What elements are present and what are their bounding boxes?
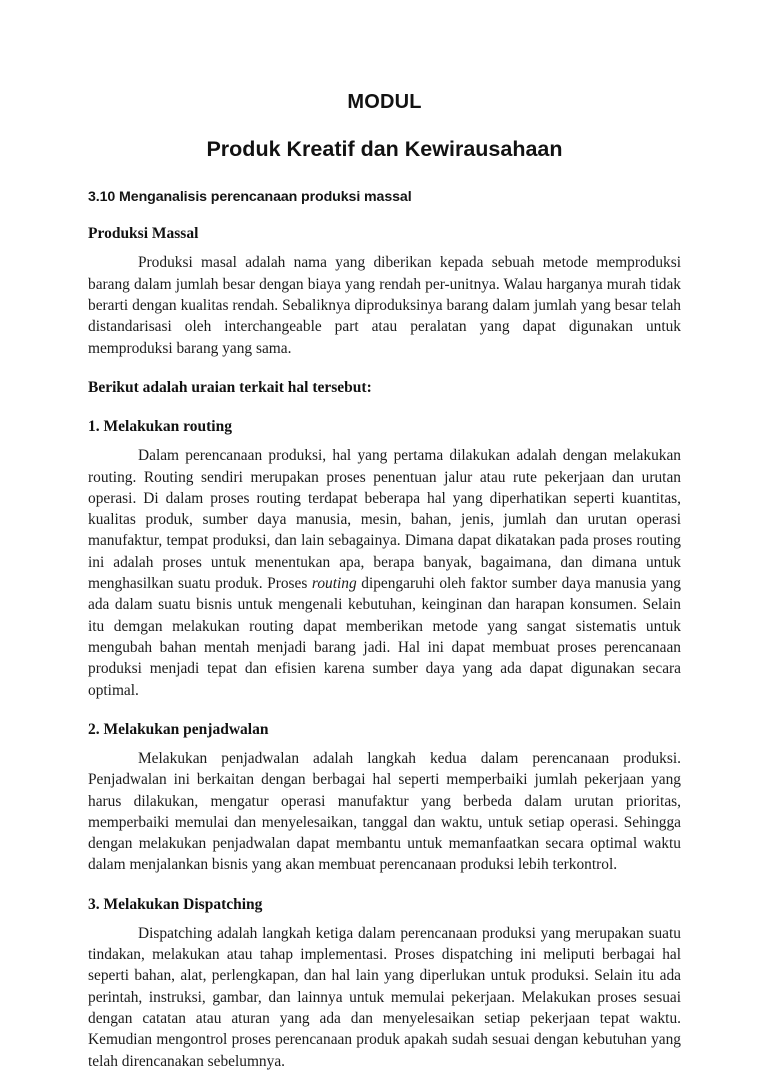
topic-heading-produksi-massal: Produksi Massal — [88, 225, 199, 243]
routing-text-part2: dipengaruhi oleh faktor sumber daya manusia yang ada dalam suatu bisnis untuk mengenali kebutuhan, keinginan dan harapan konsumen. Selain itu demgan melakukan routing dapat memberikan metode yang sangat sistematis untuk mengubah bahan mentah menjadi barang jadi. Hal ini dapat membuat proses perencanaan produksi menjadi tepat dan efisien karena sumber daya yang ada dapat digunakan secara optimal. — [88, 575, 682, 699]
step-heading-penjadwalan: 2. Melakukan penjadwalan — [88, 720, 269, 738]
routing-text-part1: Dalam perencanaan produksi, hal yang pertama dilakukan adalah dengan melakukan routing. Routing sendiri merupakan proses penentuan jalur atau rute pekerjaan dan urutan operasi. Di dalam proses routing terdapat beberapa hal yang diperhatikan seperti kuantitas, kualitas produk, sumber daya manusia, mesin, bahan, jenis, jumlah dan urutan operasi manufaktur, tempat produksi, dan lain sebagainya. Dimana dapat dikatakan pada proses routing ini adalah proses untuk menentukan apa, berapa banyak, bagaimana, dan dimana untuk menghasilkan suatu produk. Proses — [88, 447, 681, 593]
step-heading-routing: 1. Melakukan routing — [88, 418, 232, 436]
step-paragraph-penjadwalan: Melakukan penjadwalan adalah langkah kedua dalam perencanaan produksi. Penjadwalan ini berkaitan dengan berbagai hal seperti memperbaiki jumlah pekerjaan yang harus dilakukan, mengatur operasi manufaktur yang berbeda dalam urutan prioritas, memperbaiki memulai dan menyelesaikan, tanggal dan waktu, untuk setiap operasi. Sehingga dengan melakukan penjadwalan dapat membantu untuk memanfaatkan secara optimal waktu dalam menjalankan bisnis yang akan membuat perencanaan produksi lebih terkontrol. — [88, 749, 681, 874]
step-paragraph-routing — [88, 445, 681, 701]
list-intro-heading: Berikut adalah uraian terkait hal tersebut: — [88, 378, 372, 396]
document-subtitle: Produk Kreatif dan Kewirausahaan — [206, 137, 563, 161]
step-heading-dispatching: 3. Melakukan Dispatching — [88, 895, 263, 913]
document-title: MODUL — [347, 91, 422, 113]
step-paragraph-dispatching: Dispatching adalah langkah ketiga dalam perencanaan produksi yang merupakan suatu tindakan, melakukan atau tahap implementasi. Proses dispatching ini meliputi berbagai hal seperti bahan, alat, perlengkapan, dan hal lain yang diperlukan untuk produksi. Selain itu ada perintah, instruksi, gambar, dan lainnya untuk memulai pekerjaan. Melakukan proses sesuai dengan catatan atau aturan yang ada dan menyelesaikan setiap pekerjaan tepat waktu. Kemudian mengontrol proses perencanaan produk apakah sudah sesuai dengan kebutuhan yang telah direncanakan sebelumnya. — [88, 924, 681, 1070]
intro-paragraph: Produksi masal adalah nama yang diberikan kepada sebuah metode memproduksi barang dalam jumlah besar dengan biaya yang rendah per-unitnya. Walau harganya murah tidak berarti dengan kualitas rendah. Sebaliknya diproduksinya barang dalam jumlah yang besar telah distandarisasi oleh interchangeable part atau peralatan yang dapat digunakan untuk memproduksi barang yang sama. — [88, 254, 681, 357]
routing-italic-term: routing — [311, 575, 357, 593]
section-heading-3-10: 3.10 Menganalisis perencanaan produksi massal — [88, 188, 412, 205]
